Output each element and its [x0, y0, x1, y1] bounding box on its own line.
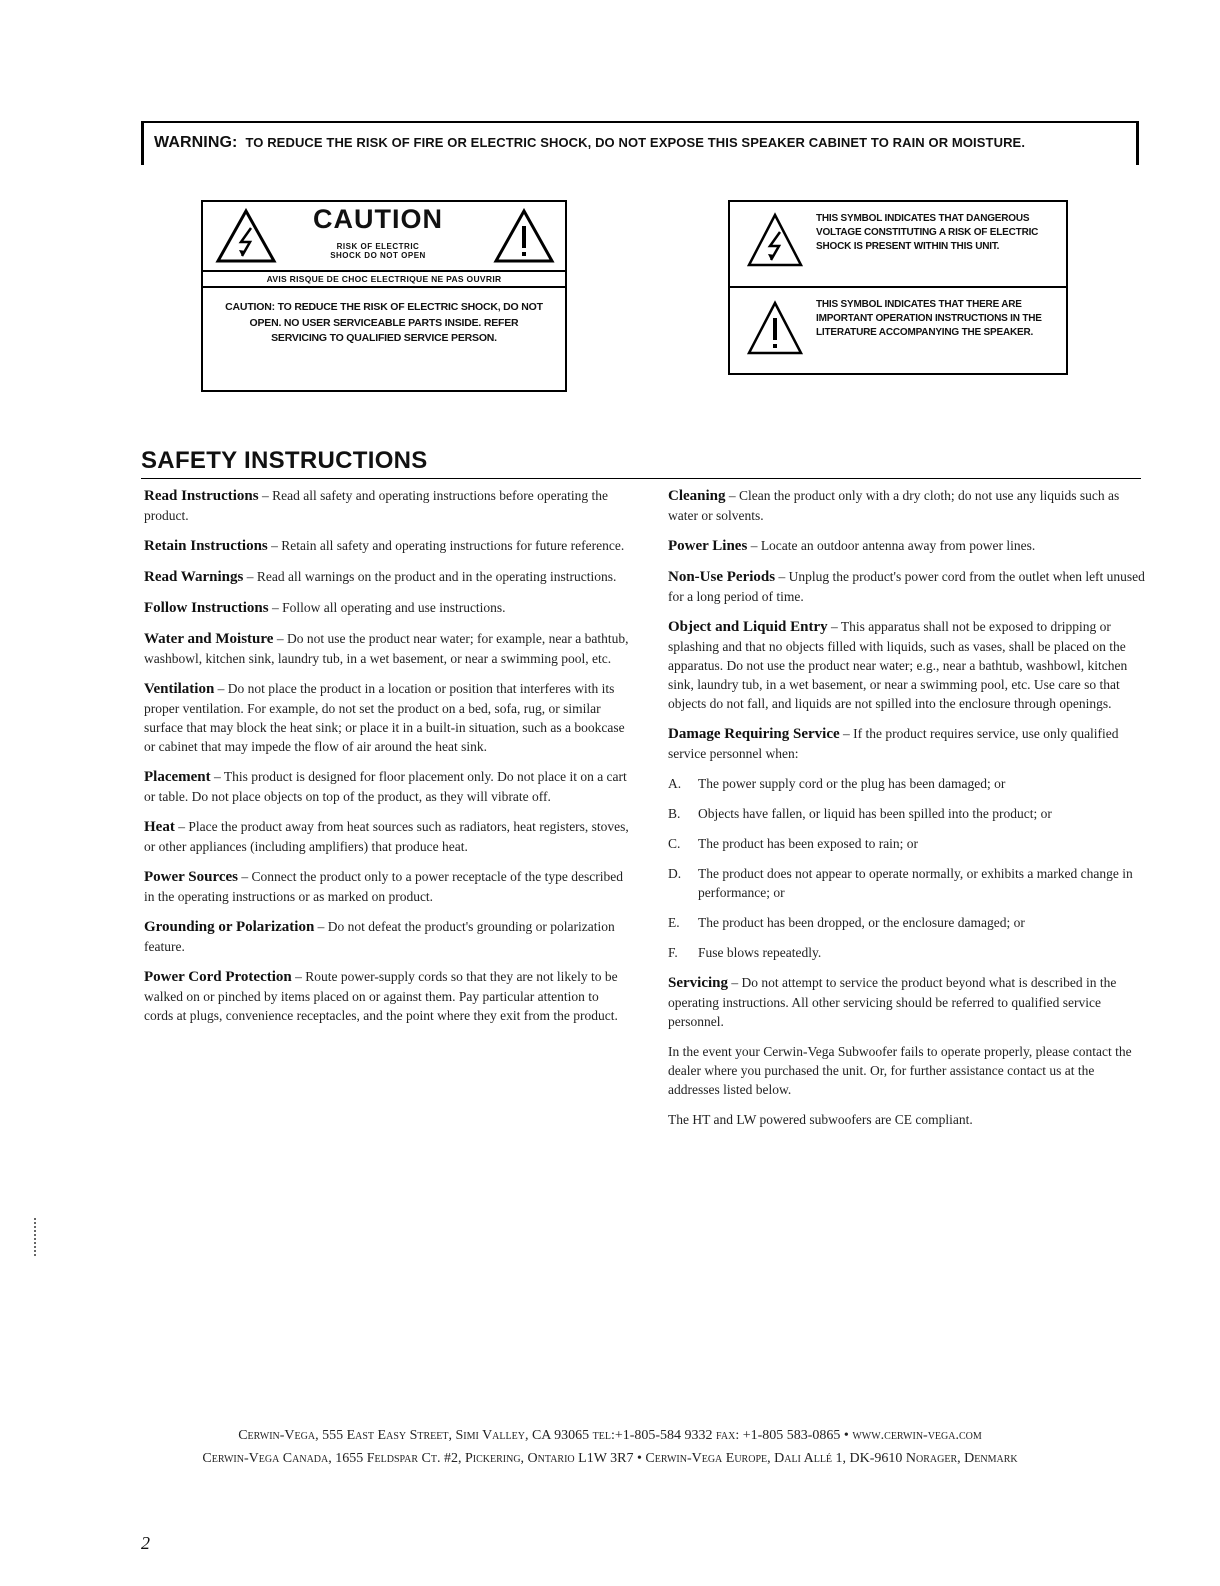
- closing-paragraph: In the event your Cerwin-Vega Subwoofer fails to operate properly, please contact the dealer where you purchased the unit. Or, for further assistance contact us at the addresses listed below.: [668, 1044, 1132, 1097]
- lightning-symbol-row: [730, 202, 1066, 288]
- instruction-text: This apparatus shall not be exposed to dripping or splashing and that no objects filled with liquids, such as vases, shall be placed on the apparatus. Do not use the product near water; e.g., near a bathtub, washbowl, kitchen sink, laundry tub, in a wet basement, or near a swimming pool, etc. Use care so that objects do not fall, and liquids are not spilled into the enclosure through openings.: [668, 619, 1128, 711]
- caution-subtitle: [313, 242, 443, 260]
- lightning-symbol-icon: [746, 212, 804, 268]
- instruction-text: Do not place the product in a location or position that interferes with its proper ventilation. For example, do not set the product on a bed, sofa, rug, or similar surface that may block the heat sink; or place it in a built-in situation, such as a bookcase or cabinet that may impede the flow of air around the heat sink.: [144, 681, 625, 754]
- instruction-item: Cleaning – Clean the product only with a dry cloth; do not use any liquids such as water or solvents.: [668, 488, 1120, 523]
- instruction-title: Non-Use Periods: [668, 569, 776, 585]
- list-text: The product has been exposed to rain; or: [698, 836, 919, 851]
- caution-sub-line2: SHOCK DO NOT OPEN: [330, 251, 426, 260]
- warning-line: [154, 134, 1025, 152]
- list-text: The product does not appear to operate normally, or exhibits a marked change in performance; or: [698, 866, 1133, 900]
- exclamation-symbol-icon: [746, 300, 804, 356]
- instruction-title: Servicing: [668, 975, 728, 991]
- instruction-title: Placement: [144, 769, 211, 785]
- instruction-text: Read all safety and operating instructions before operating the product.: [144, 488, 608, 523]
- instruction-text: Connect the product only to a power receptacle of the type described in the operating instructions or as marked on product.: [144, 869, 623, 904]
- lightning-symbol-text: THIS SYMBOL INDICATES THAT DANGEROUS VOLTAGE CONSTITUTING A RISK OF ELECTRIC SHOCK IS PRESENT WITHIN THIS UNIT.: [816, 213, 1039, 252]
- list-text: The product has been dropped, or the enclosure damaged; or: [698, 915, 1025, 930]
- instruction-item: Read Instructions – Read all safety and operating instructions before operating the product.: [144, 488, 608, 523]
- exclamation-symbol-row: [730, 288, 1066, 374]
- list-key: D.: [668, 866, 682, 881]
- instruction-text: Read all warnings on the product and in the operating instructions.: [256, 569, 617, 584]
- caution-title: CAUTION: [313, 204, 443, 234]
- exclamation-symbol-text: THIS SYMBOL INDICATES THAT THERE ARE IMPORTANT OPERATION INSTRUCTIONS IN THE LITERATURE ACCOMPANYING THE SPEAKER.: [816, 299, 1042, 338]
- instruction-item: Read Warnings – Read all warnings on the product and in the operating instructions.: [144, 569, 617, 585]
- list-key: E.: [668, 915, 680, 930]
- instruction-item: Servicing – Do not attempt to service the product beyond what is described in the operating instructions. All other servicing should be referred to qualified service personnel.: [668, 975, 1117, 1029]
- instruction-text: This product is designed for floor placement only. Do not place it on a cart or table. Do not place objects on top of the product, as they will vibrate off.: [144, 769, 627, 804]
- instruction-title: Power Lines: [668, 538, 748, 554]
- lightning-warning-icon: [215, 208, 277, 264]
- list-text: The power supply cord or the plug has been damaged; or: [698, 776, 1006, 791]
- instruction-title: Object and Liquid Entry: [668, 619, 828, 635]
- list-item: [668, 943, 1148, 962]
- section-divider: [141, 478, 1141, 479]
- list-text: Fuse blows repeatedly.: [698, 945, 822, 960]
- instruction-item: Non-Use Periods – Unplug the product's power cord from the outlet when left unused for a long period of time.: [668, 569, 1145, 604]
- footer-address-us: Cerwin-Vega, 555 East Easy Street, Simi Valley, CA 93065 tel:+1-805-584 9332 fax: +1-805 583-0865 • www.cerwin-vega.com: [238, 1428, 982, 1443]
- instruction-text: Place the product away from heat sources such as radiators, heat registers, stoves, or other appliances (including amplifiers) that produce heat.: [144, 819, 629, 854]
- instruction-item: Power Lines – Locate an outdoor antenna away from power lines.: [668, 538, 1036, 554]
- footer-address-intl: Cerwin-Vega Canada, 1655 Feldspar Ct. #2, Pickering, Ontario L1W 3R7 • Cerwin-Vega Europe, Dali Allé 1, DK-9610 Norager, Denmark: [202, 1451, 1018, 1466]
- instruction-title: Power Sources: [144, 869, 239, 885]
- instruction-item: Heat – Place the product away from heat sources such as radiators, heat registers, stoves, or other appliances (including amplifiers) that produce heat.: [144, 819, 629, 854]
- caution-sub-line1: RISK OF ELECTRIC: [336, 242, 420, 251]
- page-number: 2: [141, 1533, 150, 1553]
- instruction-title: Cleaning: [668, 488, 726, 504]
- margin-marks: [34, 1218, 38, 1256]
- instruction-text: Locate an outdoor antenna away from power lines.: [760, 538, 1036, 553]
- symbols-legend: [728, 200, 1068, 375]
- instruction-item: Water and Moisture – Do not use the product near water; for example, near a bathtub, washbowl, kitchen sink, laundry tub, in a wet basement, or near a swimming pool, etc.: [144, 631, 629, 666]
- instruction-title: Heat: [144, 819, 175, 835]
- right-column: [668, 486, 1148, 1140]
- instruction-item: Damage Requiring Service – If the product requires service, use only qualified service personnel when:: [668, 726, 1119, 761]
- exclamation-warning-icon: [493, 208, 555, 264]
- instruction-text: Unplug the product's power cord from the outlet when left unused for a long period of time.: [668, 569, 1145, 604]
- list-text: Objects have fallen, or liquid has been spilled into the product; or: [698, 806, 1052, 821]
- list-item: [668, 834, 1148, 853]
- list-item: [668, 774, 1148, 793]
- caution-header: [203, 202, 565, 270]
- instruction-title: Ventilation: [144, 681, 215, 697]
- instruction-item: Placement – This product is designed for floor placement only. Do not place it on a cart or table. Do not place objects on top of the product, as they will vibrate off.: [144, 769, 627, 804]
- instruction-title: Power Cord Protection: [144, 969, 292, 985]
- left-column: [144, 486, 629, 1036]
- instruction-item: Power Sources – Connect the product only to a power receptacle of the type described in the operating instructions or as marked on product.: [144, 869, 623, 904]
- compliance-note: The HT and LW powered subwoofers are CE compliant.: [668, 1112, 973, 1127]
- instruction-text: Do not use the product near water; for example, near a bathtub, washbowl, kitchen sink, laundry tub, in a wet basement, or near a swimming pool, etc.: [144, 631, 629, 666]
- list-item: [668, 804, 1148, 823]
- list-item: [668, 913, 1148, 932]
- list-key: A.: [668, 776, 682, 791]
- warning-label: WARNING:: [154, 134, 238, 151]
- instruction-title: Damage Requiring Service: [668, 726, 840, 742]
- instruction-text: Clean the product only with a dry cloth; do not use any liquids such as water or solvents.: [668, 488, 1120, 523]
- section-title: SAFETY INSTRUCTIONS: [141, 447, 428, 474]
- instruction-title: Water and Moisture: [144, 631, 274, 647]
- instruction-text: Do not defeat the product's grounding or polarization feature.: [144, 919, 615, 954]
- instruction-text: Follow all operating and use instructions.: [282, 600, 506, 615]
- list-key: C.: [668, 836, 681, 851]
- instruction-item: Follow Instructions – Follow all operating and use instructions.: [144, 600, 506, 616]
- instruction-item: Retain Instructions – Retain all safety and operating instructions for future reference.: [144, 538, 625, 554]
- instruction-text: Retain all safety and operating instructions for future reference.: [281, 538, 625, 553]
- caution-label: [201, 200, 567, 392]
- instruction-text: Route power-supply cords so that they are not likely to be walked on or pinched by items placed on or against them. Pay particular attention to cords at plugs, convenience receptacles, and the point where they exit from the product.: [144, 969, 618, 1023]
- instruction-title: Read Warnings: [144, 569, 244, 585]
- instruction-title: Follow Instructions: [144, 600, 269, 616]
- instruction-item: Object and Liquid Entry – This apparatus shall not be exposed to dripping or splashing and that no objects filled with liquids, such as vases, shall be placed on the apparatus. Do not use the product near water; e.g., near a bathtub, washbowl, kitchen sink, laundry tub, in a wet basement, or near a swimming pool, etc. Use care so that objects do not fall, and liquids are not spilled into the enclosure through openings.: [668, 619, 1128, 711]
- list-key: F.: [668, 945, 678, 960]
- instruction-title: Grounding or Polarization: [144, 919, 315, 935]
- list-item: [668, 864, 1148, 902]
- instruction-text: Do not attempt to service the product beyond what is described in the operating instructions. All other servicing should be referred to qualified service personnel.: [668, 975, 1117, 1029]
- list-key: B.: [668, 806, 681, 821]
- instruction-item: Power Cord Protection – Route power-supply cords so that they are not likely to be walked on or pinched by items placed on or against them. Pay particular attention to cords at plugs, convenience receptacles, and the point where they exit from the product.: [144, 969, 618, 1023]
- instruction-text: If the product requires service, use only qualified service personnel when:: [668, 726, 1119, 761]
- instruction-title: Read Instructions: [144, 488, 259, 504]
- warning-box: [141, 121, 1139, 165]
- instruction-title: Retain Instructions: [144, 538, 268, 554]
- instruction-item: Ventilation – Do not place the product in a location or position that interferes with its proper ventilation. For example, do not set the product on a bed, sofa, rug, or similar surface that may block the heat sink; or place it in a built-in situation, such as a bookcase or cabinet that may impede the flow of air around the heat sink.: [144, 681, 625, 754]
- warning-text: TO REDUCE THE RISK OF FIRE OR ELECTRIC SHOCK, DO NOT EXPOSE THIS SPEAKER CABINET TO RAIN OR MOISTURE.: [245, 135, 1026, 150]
- caution-body-text: CAUTION: TO REDUCE THE RISK OF ELECTRIC SHOCK, DO NOT OPEN. NO USER SERVICEABLE PARTS INSIDE. REFER SERVICING TO QUALIFIED SERVICE PERSON.: [225, 301, 543, 344]
- caution-french-text: AVIS RISQUE DE CHOC ELECTRIQUE NE PAS OUVRIR: [203, 270, 565, 288]
- instruction-item: Grounding or Polarization – Do not defeat the product's grounding or polarization feature.: [144, 919, 615, 954]
